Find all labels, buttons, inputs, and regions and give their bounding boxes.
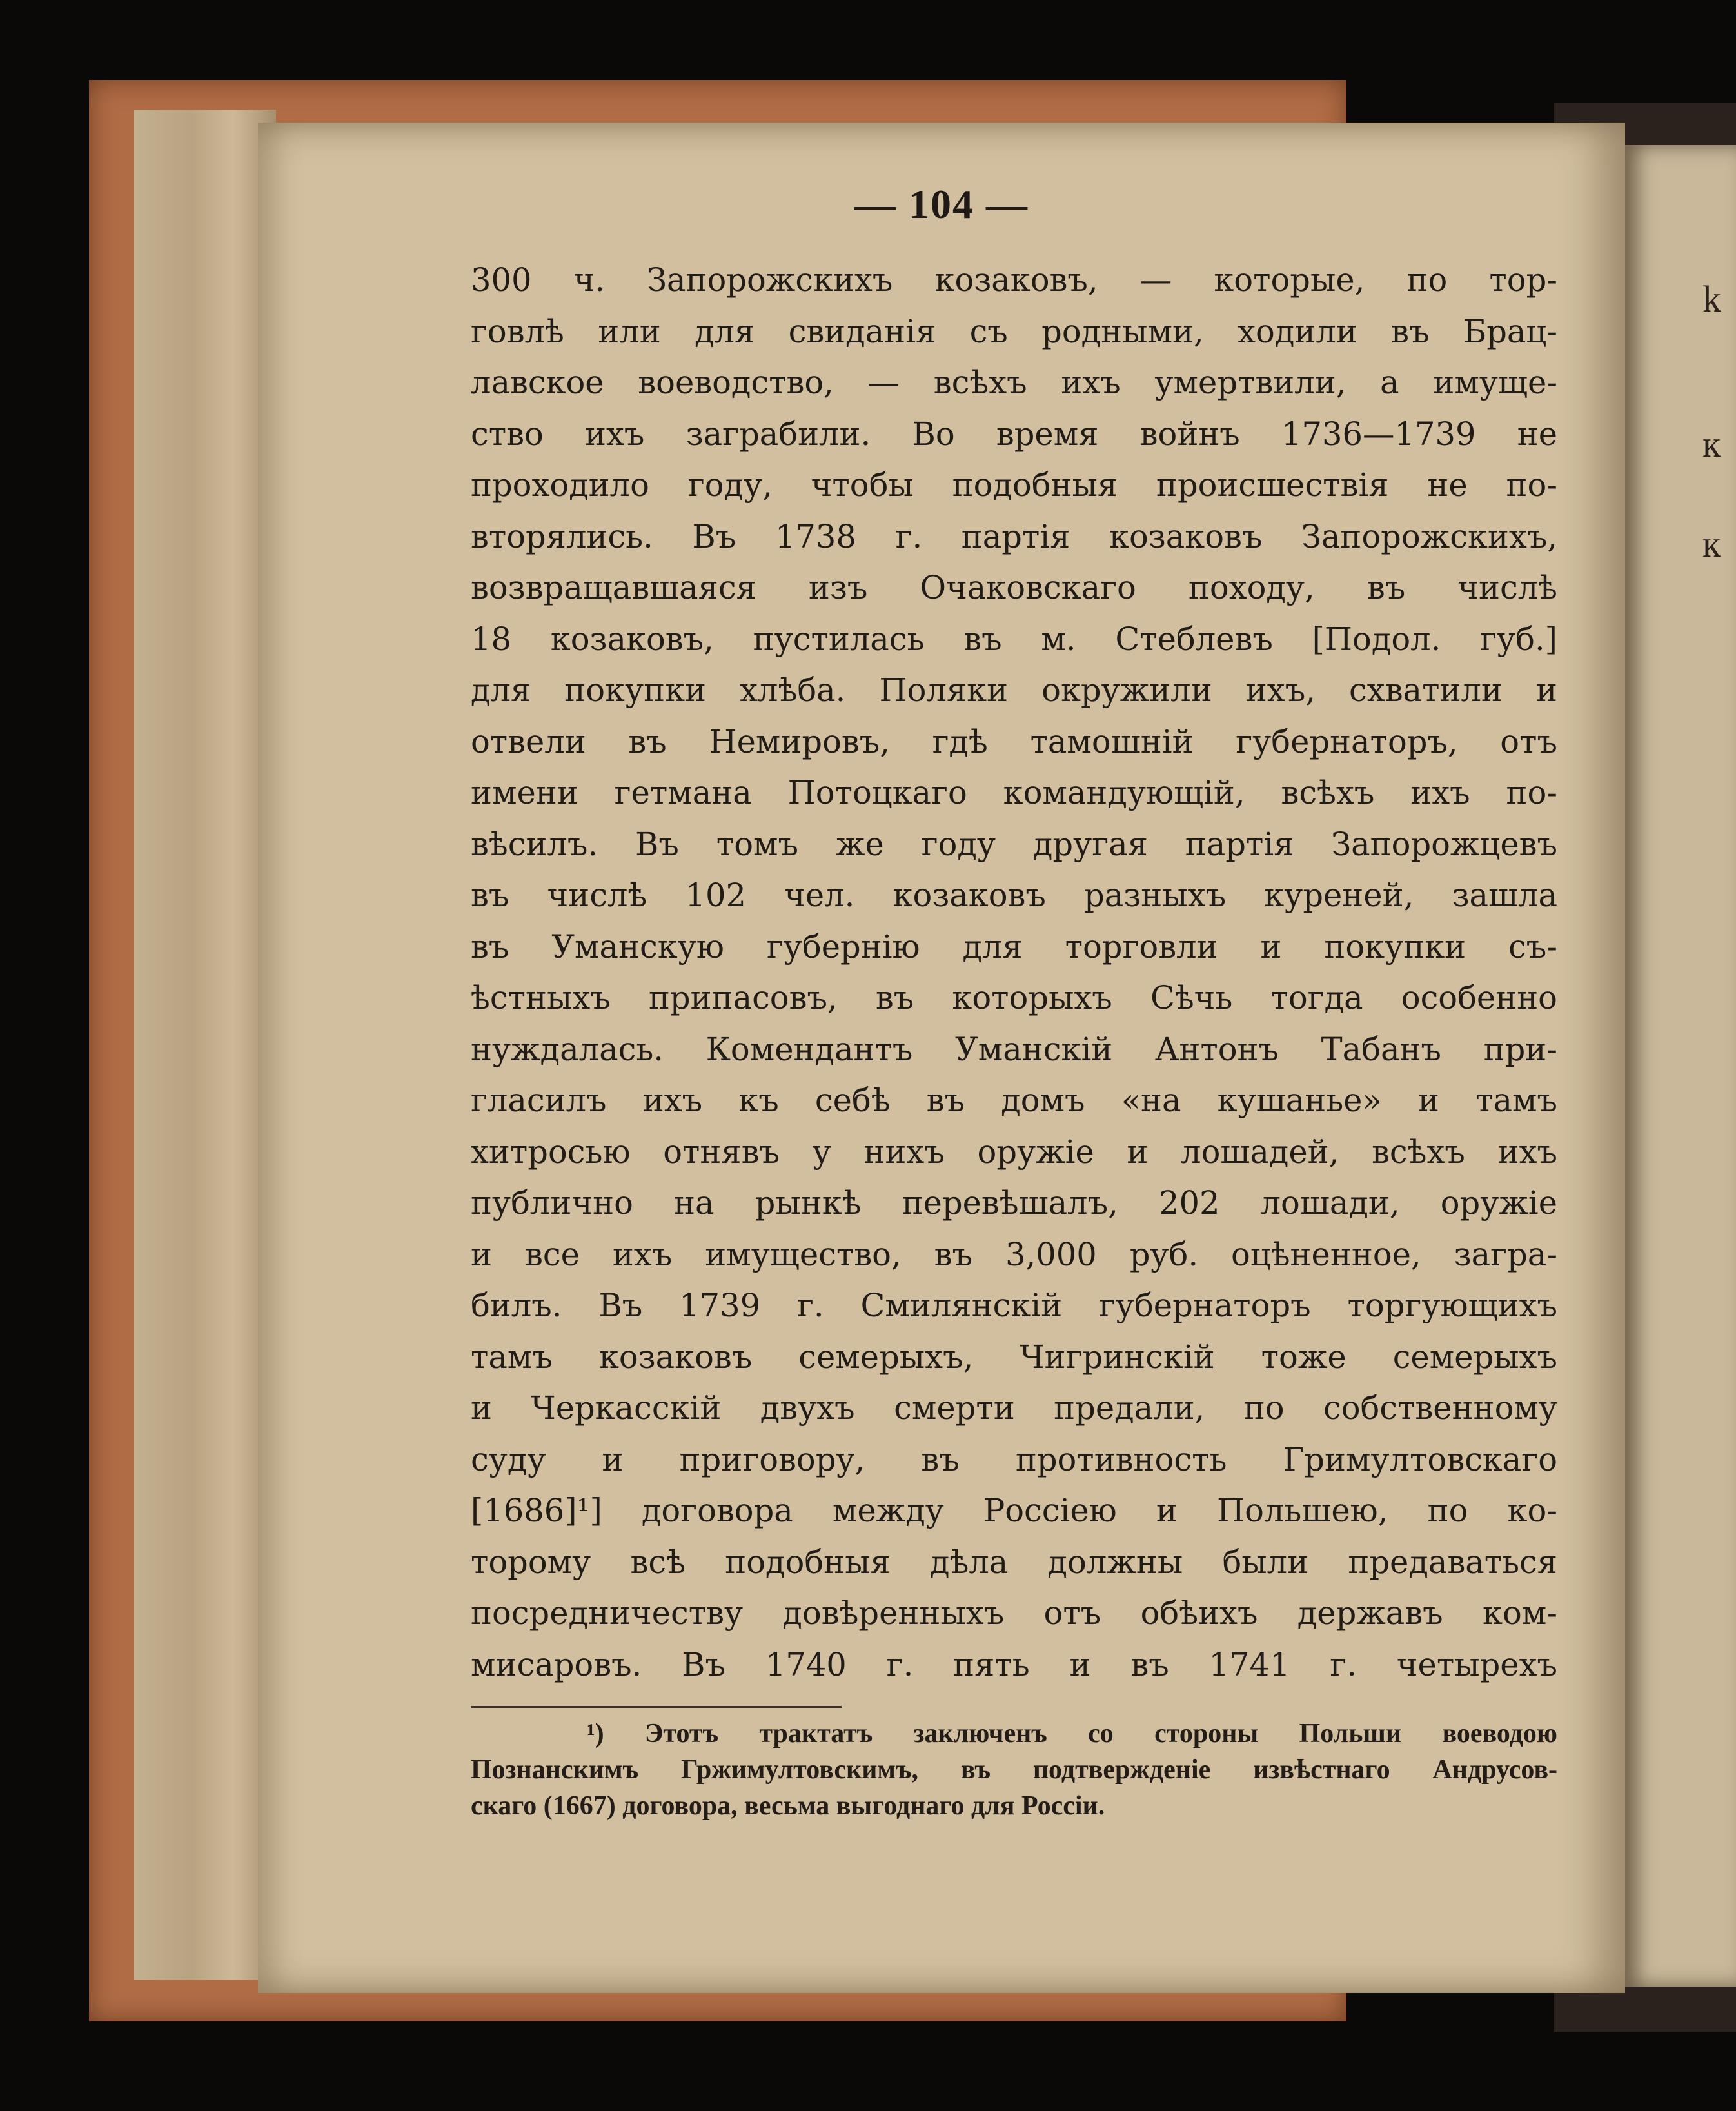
text-line: ство ихъ заграбили. Во время войнъ 1736—1739 не	[471, 415, 1557, 453]
footnote-divider	[471, 1706, 842, 1708]
text-line: нуждалась. Комендантъ Уманскій Антонъ Табанъ при-	[471, 1030, 1557, 1068]
facing-page-letter: k	[1702, 278, 1721, 320]
text-line: билъ. Въ 1739 г. Смилянскій губернаторъ торгующихъ	[471, 1287, 1557, 1324]
body-text	[471, 255, 1557, 1690]
facing-page-letter: к	[1702, 523, 1721, 565]
footnote-line: скаго (1667) договора, весьма выгоднаго для Россіи.	[471, 1791, 1105, 1821]
page-number: — 104 —	[854, 181, 1029, 227]
text-line: и Черкасскій двухъ смерти предали, по собственному	[471, 1389, 1557, 1427]
text-line: вѣсилъ. Въ томъ же году другая партія Запорожцевъ	[471, 825, 1557, 863]
text-line: ѣстныхъ припасовъ, въ которыхъ Сѣчь тогда особенно	[471, 979, 1557, 1016]
text-line: вторялись. Въ 1738 г. партія козаковъ Запорожскихъ,	[471, 517, 1557, 555]
text-line: 300 ч. Запорожскихъ козаковъ, — которые, по тор-	[471, 261, 1557, 299]
text-line: посредничеству довѣренныхъ отъ обѣихъ державъ ком-	[471, 1594, 1557, 1632]
text-line: лавское воеводство, — всѣхъ ихъ умертвили, а имуще-	[471, 364, 1557, 401]
text-line: въ Уманскую губернію для торговли и покупки съ-	[471, 927, 1557, 966]
text-line: публично на рынкѣ перевѣшалъ, 202 лошади, оружіе	[471, 1184, 1557, 1222]
text-line: хитросью отнявъ у нихъ оружіе и лошадей, всѣхъ ихъ	[471, 1133, 1557, 1171]
text-line: 18 козаковъ, пустилась въ м. Стеблевъ [Подол. губ.]	[471, 620, 1557, 658]
text-line: отвели въ Немировъ, гдѣ тамошній губернаторъ, отъ	[471, 722, 1557, 760]
text-line: гласилъ ихъ къ себѣ въ домъ «на кушанье» и тамъ	[471, 1082, 1557, 1119]
footnote-line: ¹) Этотъ трактатъ заключенъ со стороны Польши воеводою	[587, 1719, 1557, 1749]
text-line: возвращавшаяся изъ Очаковскаго походу, въ числѣ	[471, 569, 1557, 606]
text-line: въ числѣ 102 чел. козаковъ разныхъ куреней, зашла	[471, 877, 1557, 914]
facing-page-letter: к	[1702, 423, 1721, 465]
text-line: имени гетмана Потоцкаго командующій, всѣхъ ихъ по-	[471, 774, 1557, 811]
text-line: и все ихъ имущество, въ 3,000 руб. оцѣненное, загра-	[471, 1235, 1557, 1273]
facing-page	[1625, 145, 1736, 1987]
text-line: торому всѣ подобныя дѣла должны были предаваться	[471, 1543, 1557, 1581]
footnote-line: Познанскимъ Гржимултовскимъ, въ подтвержденіе извѣстнаго Андрусов-	[471, 1755, 1557, 1785]
text-line: проходило году, чтобы подобныя происшествія не по-	[471, 466, 1557, 504]
text-line: для покупки хлѣба. Поляки окружили ихъ, схватили и	[471, 671, 1557, 709]
text-line: тамъ козаковъ семерыхъ, Чигринскій тоже семерыхъ	[471, 1338, 1557, 1376]
text-line: мисаровъ. Въ 1740 г. пять и въ 1741 г. четырехъ	[471, 1645, 1557, 1683]
text-line: [1686]¹] договора между Россіею и Польшею, по ко-	[471, 1492, 1557, 1529]
text-line: суду и приговору, въ противность Гримултовскаго	[471, 1440, 1557, 1478]
footnotes	[471, 1716, 1557, 1824]
page-gutter	[134, 110, 276, 1980]
book-page	[258, 123, 1625, 1993]
text-line: говлѣ или для свиданія съ родными, ходили въ Брац-	[471, 312, 1557, 350]
